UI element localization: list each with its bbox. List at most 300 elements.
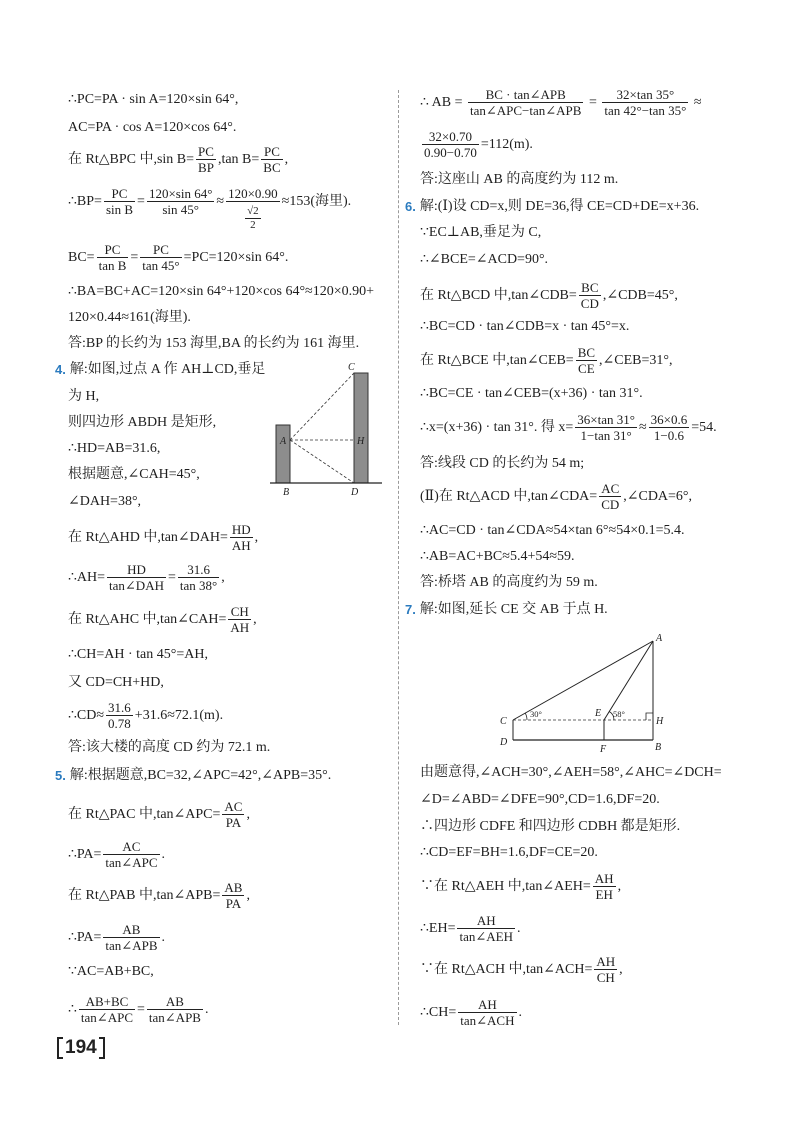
- solution-line: [68, 922, 165, 954]
- solution-line: [68, 739, 270, 757]
- fraction: [147, 186, 214, 218]
- solution-line: [68, 674, 164, 692]
- text-run: tan∠ACH: [460, 1013, 515, 1028]
- text-run: 在 Rt△BCE 中,tan∠CEB=: [420, 353, 574, 368]
- numerator: [79, 994, 135, 1010]
- fraction: [468, 87, 583, 119]
- text-run: sin 45°: [162, 202, 199, 217]
- denominator: [228, 620, 251, 635]
- solution-line: [420, 455, 584, 473]
- text-run: 由题意得,∠ACH=30°,∠AEH=58°,∠AHC=∠DCH=: [420, 765, 722, 780]
- fraction: [602, 87, 688, 119]
- fraction: [458, 997, 516, 1029]
- text-run: sin B: [105, 202, 134, 217]
- text-run: tan∠APC: [80, 1010, 133, 1025]
- denominator: [575, 428, 637, 443]
- text-run: =54.: [691, 420, 717, 435]
- text-run: ∵在 Rt△AEH 中,tan∠AEH=: [420, 879, 591, 894]
- solution-line: [420, 818, 680, 836]
- text-run: BC=: [68, 250, 95, 265]
- text-run: 在 Rt△PAC 中,tan∠APC=: [68, 807, 221, 822]
- figure-q7: [490, 626, 672, 756]
- solution-line: [420, 791, 660, 809]
- column-divider: [398, 90, 399, 1025]
- solution-line: [420, 385, 643, 403]
- denominator: [222, 815, 244, 830]
- text-run: AH: [477, 997, 497, 1012]
- text-run: ∴BA=BC+AC=120×sin 64°+120×cos 64°≈120×0.90+: [68, 284, 375, 299]
- fraction: [226, 171, 280, 233]
- text-run: ∴CH=: [420, 1005, 457, 1020]
- solution-line: [420, 871, 621, 903]
- text-run: AH: [594, 871, 614, 886]
- question-number: 5.: [55, 768, 66, 783]
- fraction: [222, 799, 244, 831]
- fraction: [140, 242, 181, 274]
- text-run: 答:该大楼的高度 CD 约为 72.1 m.: [68, 740, 271, 755]
- text-run: ∴HD=AB=31.6,: [68, 441, 161, 456]
- angle-arc-c: [525, 713, 527, 720]
- text-run: 2: [250, 219, 256, 231]
- text-run: .: [161, 930, 165, 945]
- denominator: [458, 1013, 516, 1028]
- text-run: tan 42°−tan 35°: [604, 103, 687, 118]
- text-run: 120×0.90: [228, 186, 278, 201]
- solution-line: [405, 601, 608, 619]
- solution-line: [420, 251, 548, 269]
- numerator: [104, 186, 135, 202]
- text-run: tan∠APC−tan∠APB: [469, 103, 582, 118]
- text-run: PC: [153, 242, 169, 257]
- fraction: [79, 994, 135, 1026]
- denominator: [599, 497, 621, 512]
- solution-line: [55, 361, 265, 379]
- text-run: tan∠APB: [148, 1010, 201, 1025]
- numerator: [457, 913, 515, 929]
- solution-line: [420, 844, 598, 862]
- text-run: ∴BC=CE · tan∠CEB=(x+36) · tan 31°.: [420, 386, 643, 401]
- text-run: =: [130, 250, 139, 265]
- numerator: [599, 481, 621, 497]
- text-run: ,∠CEB=31°,: [599, 353, 673, 368]
- fraction: [599, 481, 621, 513]
- numerator: [594, 954, 617, 970]
- numerator: [579, 280, 601, 296]
- text-run: AB+BC: [85, 994, 129, 1009]
- text-run: =PC=120×sin 64°.: [183, 250, 289, 265]
- solution-line: [420, 954, 623, 986]
- figure-q4: [266, 356, 388, 500]
- fraction: [230, 522, 253, 554]
- text-run: tan 38°: [179, 578, 218, 593]
- solution-line: [68, 646, 208, 664]
- denominator: [147, 202, 214, 217]
- denominator: [649, 428, 690, 443]
- text-run: 0.90−0.70: [424, 145, 477, 160]
- denominator: [103, 938, 159, 953]
- text-run: =: [137, 194, 145, 209]
- text-run: ∴AB=AC+BC≈5.4+54≈59.: [420, 549, 575, 564]
- label-a: A: [280, 436, 287, 447]
- text-run: AC: [122, 839, 141, 854]
- text-run: ∴CD=EF=BH=1.6,DF=CE=20.: [420, 845, 598, 860]
- denominator: [422, 145, 479, 160]
- numerator: [103, 839, 159, 855]
- solution-line: [68, 283, 374, 301]
- text-run: PC: [264, 144, 280, 159]
- text-run: ∴: [68, 1002, 77, 1017]
- fraction: [228, 604, 251, 636]
- text-run: HD: [231, 522, 251, 537]
- denominator: [245, 219, 261, 232]
- text-run: =: [137, 1002, 145, 1017]
- numerator: [649, 412, 690, 428]
- text-run: tan 45°: [142, 258, 180, 273]
- numerator: [103, 922, 159, 938]
- text-run: 根据题意,∠CAH=45°,: [68, 467, 200, 482]
- text-run: CD: [580, 296, 599, 311]
- numerator: [222, 799, 244, 815]
- text-run: ≈: [638, 420, 647, 435]
- denominator: [79, 1010, 135, 1025]
- angle-label-c: 30°: [530, 709, 542, 719]
- label-f: F: [600, 744, 607, 755]
- denominator: [97, 258, 129, 273]
- numerator: [222, 880, 244, 896]
- text-run: 为 H,: [68, 389, 100, 404]
- text-run: ,∠CDA=6°,: [623, 489, 693, 504]
- text-run: 答:线段 CD 的长约为 54 m;: [420, 456, 585, 471]
- text-run: AB: [224, 880, 243, 895]
- fraction: [103, 922, 159, 954]
- solution-line: [420, 522, 685, 540]
- solution-line: [68, 91, 238, 109]
- text-run: .: [516, 921, 521, 936]
- text-run: BC: [263, 160, 281, 175]
- text-run: ,: [246, 888, 250, 903]
- solution-line: [420, 129, 533, 161]
- bracket-right: [99, 1037, 105, 1059]
- text-run: tan∠APB: [105, 938, 158, 953]
- text-run: 在 Rt△PAB 中,tan∠APB=: [68, 888, 221, 903]
- denominator: [594, 970, 617, 985]
- text-run: PC: [104, 242, 121, 257]
- text-run: 答:这座山 AB 的高度约为 112 m.: [420, 172, 619, 187]
- text-run: AH: [476, 913, 496, 928]
- fraction: [222, 880, 244, 912]
- denominator: [602, 103, 688, 118]
- denominator: [140, 258, 181, 273]
- text-run: AB: [165, 994, 184, 1009]
- text-run: 答:桥塔 AB 的高度约为 59 m.: [420, 575, 598, 590]
- text-run: +31.6≈72.1(m).: [134, 708, 224, 723]
- denominator: [230, 538, 253, 553]
- text-run: CE: [578, 361, 595, 376]
- text-run: ∠D=∠ABD=∠DFE=90°,CD=1.6,DF=20.: [420, 792, 660, 807]
- solution-line: [420, 997, 522, 1029]
- line-e-a: [604, 641, 653, 720]
- text-run: ≈153(海里).: [281, 194, 352, 209]
- text-run: (Ⅱ)在 Rt△ACD 中,tan∠CDA=: [420, 489, 598, 504]
- building-cd: [354, 373, 368, 483]
- text-run: 0.78: [108, 716, 131, 731]
- text-run: PC: [111, 186, 128, 201]
- numerator: [147, 994, 203, 1010]
- text-run: tan∠AEH: [459, 929, 513, 944]
- text-run: 32×0.70: [428, 129, 472, 144]
- solution-line: [420, 318, 629, 336]
- text-run: ∴AH=: [68, 570, 106, 585]
- text-run: 在 Rt△BCD 中,tan∠CDB=: [420, 288, 577, 303]
- text-run: ,∠CDB=45°,: [602, 288, 678, 303]
- text-run: AH: [231, 538, 251, 553]
- text-run: 31.6: [108, 700, 131, 715]
- solution-line: [68, 414, 216, 432]
- solution-line: [405, 198, 699, 216]
- solution-line: [68, 242, 288, 274]
- denominator: [104, 202, 135, 217]
- text-run: 1−tan 31°: [580, 428, 632, 443]
- denominator: [107, 578, 166, 593]
- solution-line: [68, 440, 160, 458]
- solution-line: [68, 880, 250, 912]
- denominator: [178, 578, 219, 593]
- numerator: [106, 700, 133, 716]
- text-run: ∴ AB =: [420, 95, 466, 110]
- question-number: 7.: [405, 602, 416, 617]
- fraction: [178, 562, 219, 594]
- text-run: 在 Rt△AHC 中,tan∠CAH=: [68, 612, 227, 627]
- text-run: 解:如图,过点 A 作 AH⊥CD,垂足: [69, 362, 266, 377]
- denominator: [147, 1010, 203, 1025]
- solution-line: [55, 767, 331, 785]
- solution-line: [68, 388, 99, 406]
- text-run: .: [204, 1002, 209, 1017]
- text-run: 32×tan 35°: [616, 87, 675, 102]
- text-run: 又 CD=CH+HD,: [68, 675, 164, 690]
- denominator: [103, 855, 159, 870]
- solution-line: [420, 764, 722, 782]
- sight-line-a-d: [290, 440, 354, 483]
- question-number: 4.: [55, 362, 66, 377]
- label-b: B: [283, 487, 290, 498]
- text-run: ≈: [216, 194, 225, 209]
- solution-line: [68, 994, 208, 1026]
- solution-line: [420, 280, 678, 312]
- fraction: [579, 280, 601, 312]
- denominator: [579, 296, 601, 311]
- fraction: [106, 700, 133, 732]
- label-h: H: [656, 716, 664, 727]
- numerator: [226, 186, 280, 202]
- denominator: [593, 887, 616, 902]
- text-run: ∠DAH=38°,: [68, 494, 142, 509]
- numerator: [245, 205, 261, 219]
- numerator: [107, 562, 166, 578]
- fraction: [575, 412, 637, 444]
- text-run: ∴PC=PA · sin A=120×sin 64°,: [68, 92, 239, 107]
- text-run: =: [167, 570, 176, 585]
- numerator: [576, 345, 597, 361]
- solution-line: [420, 574, 598, 592]
- text-run: AC=PA · cos A=120×cos 64°.: [68, 120, 237, 135]
- text-run: CH: [230, 604, 249, 619]
- text-run: tan∠DAH: [109, 578, 164, 593]
- text-run: √2: [247, 205, 259, 217]
- fraction: [107, 562, 166, 594]
- text-run: ,: [617, 879, 622, 894]
- solution-line: [68, 839, 165, 871]
- denominator: [226, 202, 280, 233]
- text-run: 120×sin 64°: [148, 186, 213, 201]
- solution-line: [68, 562, 225, 594]
- label-c: C: [500, 716, 507, 727]
- text-run: ∴CH=AH · tan 45°=AH,: [68, 647, 208, 662]
- text-run: ∴EH=: [420, 921, 456, 936]
- page-number: 194: [65, 1037, 97, 1058]
- solution-line: [68, 335, 359, 353]
- solution-line: [420, 345, 672, 377]
- solution-line: [68, 963, 154, 981]
- text-run: ∴四边形 CDFE 和四边形 CDBH 都是矩形.: [420, 819, 681, 834]
- fraction: [103, 839, 159, 871]
- text-run: .: [518, 1005, 522, 1020]
- solution-line: [420, 913, 520, 945]
- text-run: CH: [596, 970, 615, 985]
- text-run: CD: [601, 497, 620, 512]
- solution-line: [420, 224, 541, 242]
- numerator: [261, 144, 282, 160]
- text-run: AH: [596, 954, 616, 969]
- text-run: =: [585, 95, 601, 110]
- numerator: [97, 242, 129, 258]
- text-run: ∴BP=: [68, 194, 102, 209]
- fraction: [97, 242, 129, 274]
- text-run: ∵EC⊥AB,垂足为 C,: [420, 225, 542, 240]
- text-run: AC: [601, 481, 620, 496]
- text-run: ∴PA=: [68, 930, 102, 945]
- text-run: ≈: [690, 95, 702, 110]
- solution-line: [420, 548, 575, 566]
- label-d: D: [351, 487, 359, 498]
- fraction: [593, 871, 616, 903]
- text-run: PC: [198, 144, 214, 159]
- text-run: 解:如图,延长 CE 交 AB 于点 H.: [419, 602, 608, 617]
- text-run: 则四边形 ABDH 是矩形,: [68, 415, 217, 430]
- numerator: [228, 604, 251, 620]
- solution-line: [68, 522, 258, 554]
- solution-line: [420, 412, 717, 444]
- text-run: ,: [221, 570, 225, 585]
- numerator: [422, 129, 479, 145]
- text-run: ∴∠BCE=∠ACD=90°.: [420, 252, 549, 267]
- text-run: ,: [254, 530, 259, 545]
- fraction: [422, 129, 479, 161]
- text-run: ∴BC=CD · tan∠CDB=x · tan 45°=x.: [420, 319, 630, 334]
- text-run: ,: [246, 807, 250, 822]
- label-b: B: [655, 742, 662, 753]
- fraction: [457, 913, 515, 945]
- label-a: A: [656, 633, 663, 644]
- solution-line: [68, 700, 223, 732]
- numerator: [468, 87, 583, 103]
- text-run: ∵在 Rt△ACH 中,tan∠ACH=: [420, 962, 593, 977]
- text-run: 120×0.44≈161(海里).: [68, 310, 191, 325]
- label-c: C: [348, 362, 355, 373]
- text-run: ,: [619, 962, 623, 977]
- solution-line: [68, 799, 250, 831]
- fraction: [245, 205, 261, 233]
- numerator: [147, 186, 214, 202]
- solution-line: [68, 493, 141, 511]
- numerator: [602, 87, 688, 103]
- solution-line: [420, 171, 618, 189]
- numerator: [140, 242, 181, 258]
- right-angle-mark-h: [646, 713, 653, 720]
- text-run: PA: [225, 896, 242, 911]
- text-run: 31.6: [187, 562, 210, 577]
- text-run: ∴CD≈: [68, 708, 105, 723]
- numerator: [458, 997, 516, 1013]
- denominator: [457, 929, 515, 944]
- text-run: 36×tan 31°: [577, 412, 635, 427]
- denominator: [468, 103, 583, 118]
- text-run: ∴AC=CD · tan∠CDA≈54×tan 6°≈54×0.1=5.4.: [420, 523, 685, 538]
- numerator: [575, 412, 637, 428]
- fraction: [147, 994, 203, 1026]
- sight-line-a-c: [290, 373, 354, 440]
- solution-line: [68, 119, 236, 137]
- text-run: .: [161, 847, 165, 862]
- text-run: 1−0.6: [653, 428, 684, 443]
- text-run: ,tan B=: [217, 152, 260, 167]
- label-d: D: [500, 737, 508, 748]
- solution-line: [68, 171, 351, 233]
- label-h: H: [357, 436, 365, 447]
- solution-line: [68, 604, 257, 636]
- fraction: [576, 345, 597, 377]
- fraction: [594, 954, 617, 986]
- text-run: AC: [224, 799, 243, 814]
- text-run: BC · tan∠APB: [485, 87, 566, 102]
- question-number: 6.: [405, 199, 416, 214]
- text-run: ∵AC=AB+BC,: [68, 964, 154, 979]
- text-run: AH: [230, 620, 250, 635]
- text-run: 答:BP 的长约为 153 海里,BA 的长约为 161 海里.: [68, 336, 360, 351]
- building-ab: [276, 425, 290, 483]
- angle-label-e: 58°: [613, 709, 625, 719]
- text-run: 解:(Ⅰ)设 CD=x,则 DE=36,得 CE=CD+DE=x+36.: [419, 199, 700, 214]
- solution-line: [68, 466, 200, 484]
- text-run: HD: [127, 562, 146, 577]
- text-run: ∴x=(x+36) · tan 31°. 得 x=: [420, 420, 574, 435]
- text-run: 在 Rt△BPC 中,sin B=: [68, 152, 195, 167]
- text-run: AB: [122, 922, 141, 937]
- numerator: [593, 871, 616, 887]
- label-e: E: [595, 708, 602, 719]
- fraction: [104, 186, 135, 218]
- text-run: BC: [581, 280, 599, 295]
- solution-line: [68, 309, 191, 327]
- text-run: 在 Rt△AHD 中,tan∠DAH=: [68, 530, 228, 545]
- numerator: [178, 562, 219, 578]
- page-number-box: [57, 1037, 105, 1059]
- text-run: BP: [198, 160, 214, 175]
- numerator: [196, 144, 216, 160]
- solution-line: [420, 87, 702, 119]
- text-run: tan∠APC: [105, 855, 158, 870]
- text-run: BC: [577, 345, 596, 360]
